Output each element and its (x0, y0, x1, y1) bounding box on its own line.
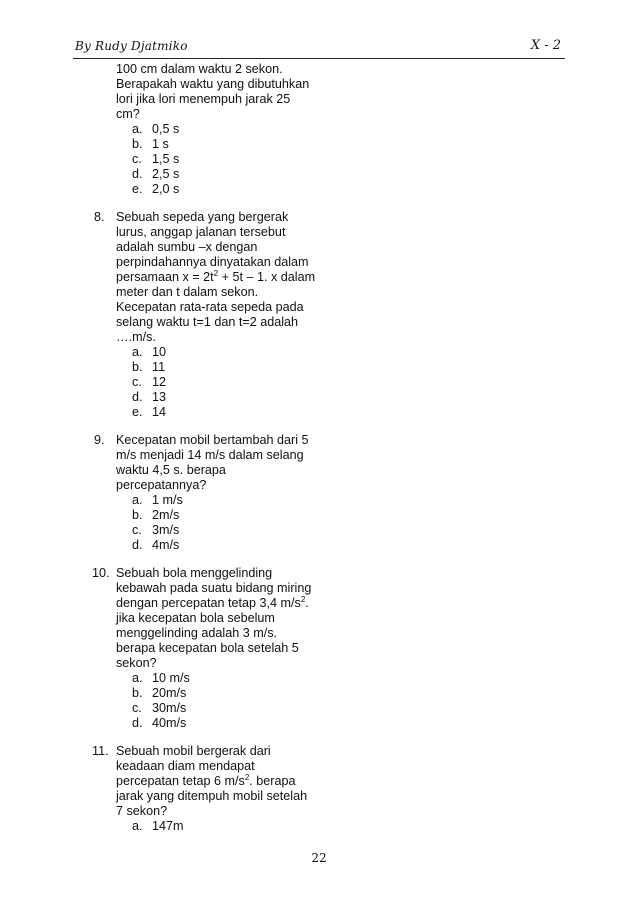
question-stem-line: jika kecepatan bola sebelum (116, 611, 275, 625)
equation-text: percepatan tetap 6 m/s (116, 774, 245, 788)
equation-line (116, 774, 296, 789)
option-text: 20m/s (152, 686, 187, 700)
option-text: 2,5 s (152, 167, 180, 181)
question-number: 11. (92, 744, 109, 758)
option-text: 3m/s (152, 523, 180, 537)
question-number: 9. (94, 433, 105, 447)
option-letter: c. (132, 152, 142, 166)
question-stem-line: 7 sekon? (116, 804, 168, 818)
question-stem-line: Kecepatan mobil bertambah dari 5 (116, 433, 309, 447)
option-letter: a. (132, 345, 143, 359)
equation-line (116, 270, 315, 285)
option-letter: d. (132, 167, 143, 181)
option-text: 147m (152, 819, 184, 833)
exponent: 2 (244, 773, 250, 782)
question-stem-line: menggelinding adalah 3 m/s. (116, 626, 278, 640)
page-header (73, 38, 565, 59)
question-stem-line: lurus, anggap jalanan tersebut (116, 225, 286, 239)
question-stem-line: keadaan diam mendapat (116, 759, 255, 773)
question-stem-line: meter dan t dalam sekon. (116, 285, 259, 299)
question-number: 10. (92, 566, 110, 580)
option-text: 13 (152, 390, 167, 404)
question-stem-line: selang waktu t=1 dan t=2 adalah (116, 315, 299, 329)
question-stem-line: berapa kecepatan bola setelah 5 (116, 641, 299, 655)
question-number: 8. (94, 210, 105, 224)
option-letter: a. (132, 493, 143, 507)
author-name: By Rudy Djatmiko (75, 39, 188, 53)
option-text: 10 (152, 345, 167, 359)
option-letter: b. (132, 137, 143, 151)
question-stem-line: lori jika lori menempuh jarak 25 (116, 92, 291, 106)
question-stem-line: sekon? (116, 656, 157, 670)
option-letter: a. (132, 122, 143, 136)
question-stem-line: Berapakah waktu yang dibutuhkan (116, 77, 310, 91)
option-text: 11 (152, 360, 166, 374)
question-stem-line: percepatannya? (116, 478, 207, 492)
option-letter: d. (132, 538, 143, 552)
class-label: X - 2 (530, 38, 561, 53)
question-stem-line: jarak yang ditempuh mobil setelah (116, 789, 308, 803)
option-text: 4m/s (152, 538, 180, 552)
question-stem-line: cm? (116, 107, 140, 121)
option-text: 12 (152, 375, 167, 389)
option-text: 1,5 s (152, 152, 180, 166)
option-letter: a. (132, 671, 143, 685)
question-stem-line: Sebuah sepeda yang bergerak (116, 210, 289, 224)
equation-text: . berapa (249, 774, 296, 788)
option-text: 10 m/s (152, 671, 190, 685)
option-text: 2,0 s (152, 182, 180, 196)
option-text: 30m/s (152, 701, 187, 715)
equation-line (116, 596, 309, 611)
option-letter: c. (132, 375, 142, 389)
option-letter: b. (132, 360, 143, 374)
equation-text: + 5t – 1. x dalam (218, 270, 316, 284)
option-text: 2m/s (152, 508, 180, 522)
option-letter: d. (132, 390, 143, 404)
question-stem-line: ….m/s. (116, 330, 156, 344)
exponent: 2 (300, 595, 306, 604)
option-letter: d. (132, 716, 143, 730)
option-letter: b. (132, 686, 143, 700)
option-text: 14 (152, 405, 167, 419)
option-text: 0,5 s (152, 122, 180, 136)
option-letter: e. (132, 405, 143, 419)
option-letter: b. (132, 508, 143, 522)
equation-text: persamaan x = 2t (116, 270, 214, 284)
question-stem-line: m/s menjadi 14 m/s dalam selang (116, 448, 304, 462)
option-text: 1 s (152, 137, 169, 151)
option-letter: c. (132, 701, 142, 715)
question-stem-line: 100 cm dalam waktu 2 sekon. (116, 62, 283, 76)
question-stem-line: perpindahannya dinyatakan dalam (116, 255, 309, 269)
option-letter: a. (132, 819, 143, 833)
question-stem-line: Sebuah mobil bergerak dari (116, 744, 271, 758)
option-letter: e. (132, 182, 143, 196)
equation-text: dengan percepatan tetap 3,4 m/s (116, 596, 301, 610)
question-stem-line: waktu 4,5 s. berapa (116, 463, 226, 477)
option-text: 1 m/s (152, 493, 183, 507)
exponent: 2 (213, 269, 219, 278)
question-stem-line: kebawah pada suatu bidang miring (116, 581, 312, 595)
option-text: 40m/s (152, 716, 187, 730)
question-stem-line: Kecepatan rata-rata sepeda pada (116, 300, 304, 314)
option-letter: c. (132, 523, 142, 537)
question-stem-line: Sebuah bola menggelinding (116, 566, 273, 580)
page-number: 22 (311, 851, 327, 865)
equation-text: . (305, 596, 309, 610)
question-stem-line: adalah sumbu –x dengan (116, 240, 258, 254)
